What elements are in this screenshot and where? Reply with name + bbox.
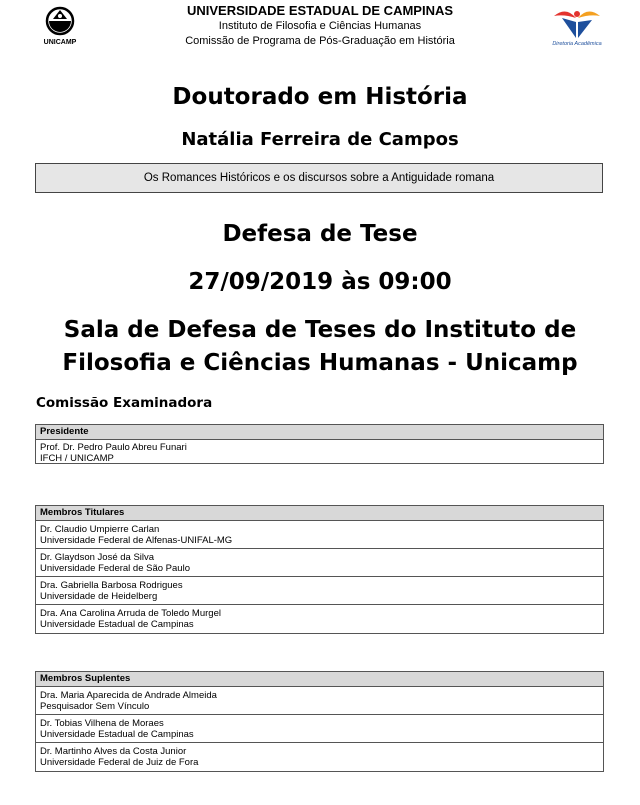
suplentes-table: [35, 671, 604, 772]
president-table: [35, 424, 604, 464]
member-name: Prof. Dr. Pedro Paulo Abreu Funari: [40, 442, 187, 453]
member-name: Dr. Martinho Alves da Costa Junior: [40, 746, 187, 757]
member-institution: Universidade de Heidelberg: [40, 591, 158, 602]
table-row: [36, 549, 603, 577]
president-heading: Presidente: [36, 425, 603, 440]
program-title: Doutorado em História: [172, 84, 468, 110]
event-datetime: 27/09/2019 às 09:00: [188, 269, 452, 295]
member-name: Dra. Gabriella Barbosa Rodrigues: [40, 580, 183, 591]
table-row: [36, 577, 603, 605]
member-name: Dra. Maria Aparecida de Andrade Almeida: [40, 690, 217, 701]
table-row: [36, 605, 603, 633]
event-type: Defesa de Tese: [222, 221, 418, 247]
dac-logo-text: Diretoria Acadêmica: [552, 41, 602, 47]
member-institution: Universidade Estadual de Campinas: [40, 619, 194, 630]
university-name: UNIVERSIDADE ESTADUAL DE CAMPINAS: [186, 3, 454, 18]
member-institution: Universidade Federal de Juiz de Fora: [40, 757, 199, 768]
member-institution: IFCH / UNICAMP: [40, 453, 114, 464]
candidate-name: Natália Ferreira de Campos: [181, 129, 459, 150]
member-name: Dra. Ana Carolina Arruda de Toledo Murgel: [40, 608, 221, 619]
member-institution: Universidade Federal de Alfenas-UNIFAL-MG: [40, 535, 233, 546]
table-row: [36, 715, 603, 743]
member-name: Dr. Claudio Umpierre Carlan: [40, 524, 160, 535]
titulares-table: [35, 505, 604, 634]
header-text: [120, 2, 520, 49]
document-header: [0, 0, 640, 60]
unicamp-logo: [34, 6, 86, 52]
thesis-title: Os Romances Históricos e os discursos sobre a Antiguidade romana: [35, 163, 603, 193]
member-name: Dr. Glaydson José da Silva: [40, 552, 155, 563]
member-institution: Pesquisador Sem Vínculo: [40, 701, 150, 712]
table-row: [36, 440, 603, 463]
event-location: Sala de Defesa de Teses do Instituto de Filosofia e Ciências Humanas - Unicamp: [62, 317, 578, 376]
suplentes-heading: Membros Suplentes: [36, 672, 603, 687]
unicamp-emblem-icon: [39, 6, 81, 38]
commission-name: Comissão de Programa de Pós-Graduação em História: [185, 35, 455, 47]
table-row: [36, 521, 603, 549]
member-name: Dr. Tobias Vilhena de Moraes: [40, 718, 164, 729]
titulares-heading: Membros Titulares: [36, 506, 603, 521]
table-row: [36, 687, 603, 715]
member-institution: Universidade Estadual de Campinas: [40, 729, 194, 740]
institute-name: Instituto de Filosofia e Ciências Humanas: [218, 20, 422, 32]
committee-heading: Comissão Examinadora: [36, 395, 213, 411]
dac-emblem-icon: [552, 8, 602, 40]
unicamp-logo-text: UNICAMP: [43, 39, 77, 46]
dac-logo: [546, 8, 608, 52]
member-institution: Universidade Federal de São Paulo: [40, 563, 190, 574]
table-row: [36, 743, 603, 771]
